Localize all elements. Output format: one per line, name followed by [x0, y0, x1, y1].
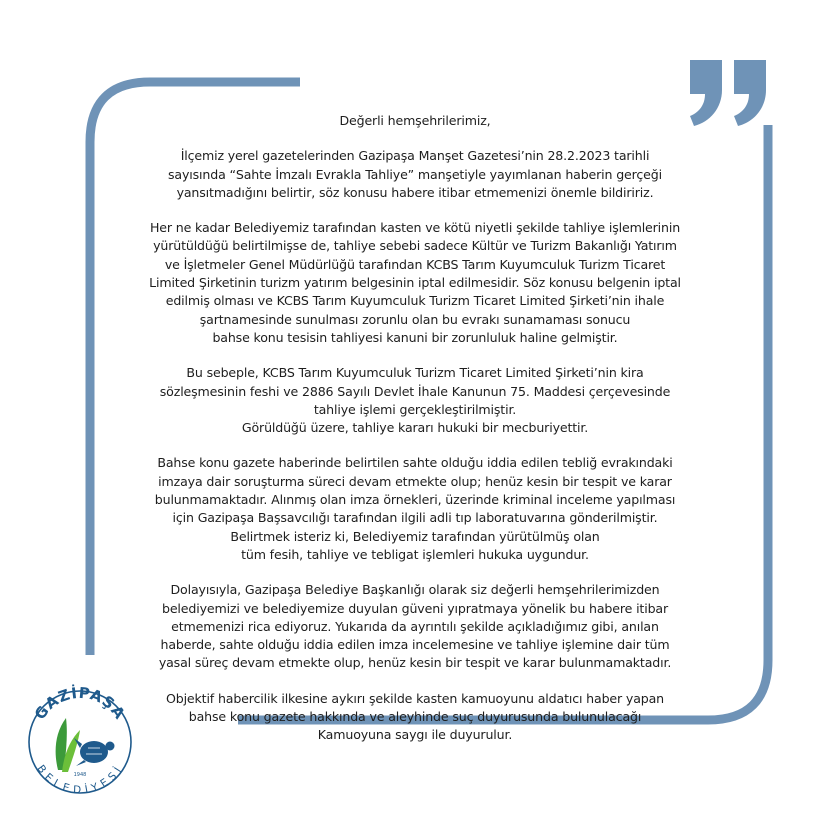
text-line: İlçemiz yerel gazetelerinden Gazipaşa Manşet Gazetesi’nin 28.2.2023 tarihli	[180, 148, 650, 164]
paragraph	[90, 147, 740, 202]
text-line: Görüldüğü üzere, tahliye kararı hukuki bir mecburiyettir.	[241, 420, 589, 436]
paragraph	[90, 690, 740, 745]
paragraph	[90, 364, 740, 437]
logo-year: 1948	[73, 772, 87, 778]
text-line: Kamuoyuna saygı ile duyurulur.	[317, 727, 513, 743]
turtle-head	[106, 742, 115, 751]
text-line: sözleşmesinin feshi ve 2886 Sayılı Devlet İhale Kanunun 75. Maddesi çerçevesinde	[159, 383, 671, 399]
text-line: Dolayısıyla, Gazipaşa Belediye Başkanlığı olarak siz değerli hemşehrilerimizden	[170, 582, 660, 598]
text-line: bulunmamaktadır. Alınmış olan imza örnekleri, üzerinde kriminal inceleme yapılması	[154, 492, 676, 508]
text-line: edilmiş olması ve KCBS Tarım Kuyumculuk Turizm Ticaret Limited Şirketi’nin ihale	[165, 293, 665, 309]
text-line: etmemenizi rica ediyoruz. Yukarıda da ayrıntılı şekilde açıkladığımız gibi, anılan	[171, 618, 659, 634]
paragraph	[90, 219, 740, 347]
paragraph	[90, 581, 740, 672]
text-line: yürütüldüğü belirtilmişse de, tahliye sebebi sadece Kültür ve Turizm Bakanlığı Yatırım	[153, 238, 677, 254]
text-line: Bahse konu gazete haberinde belirtilen sahte olduğu iddia edilen tebliğ evrakındaki	[157, 455, 673, 471]
text-line: Bu sebeple, KCBS Tarım Kuyumculuk Turizm Ticaret Limited Şirketi’nin kira	[186, 365, 644, 381]
text-line: Her ne kadar Belediyemiz tarafından kasten ve kötü niyetli şekilde tahliye işlemlerinin	[149, 220, 681, 236]
text-line: için Gazipaşa Başsavcılığı tarafından ilgili adli tıp laboratuvarına gönderilmiştir.	[172, 510, 658, 526]
logo-subtitle: BELEDİYESİ	[34, 762, 126, 794]
text-line: ve İşletmeler Genel Müdürlüğü tarafından KCBS Tarım Kuyumculuk Turizm Ticaret	[164, 256, 666, 272]
turtle-icon	[80, 741, 108, 763]
text-line: belediyemizi ve belediyemize duyulan güveni yıpratmaya yönelik bu habere itibar	[161, 600, 669, 616]
text-line: Limited Şirketinin turizm yatırım belgesinin iptal edilmesidir. Söz konusu belgenin iptal	[149, 275, 681, 291]
text-line: tüm fesih, tahliye ve tebligat işlemleri hukuka uygundur.	[241, 546, 589, 562]
text-line: Belirtmek isteriz ki, Belediyemiz tarafından yürütülmüş olan	[230, 528, 600, 544]
text-line: bahse konu tesisin tahliyesi kanuni bir zorunluluk haline gelmiştir.	[212, 329, 618, 345]
text-line: bahse konu gazete hakkında ve aleyhinde suç duyurusunda bulunulacağı	[188, 709, 642, 725]
text-line: imzaya dair soruşturma süreci devam etmekte olup; henüz kesin bir tespit ve karar	[158, 473, 672, 489]
municipality-logo	[24, 682, 136, 794]
text-line: sayısında “Sahte İmzalı Evrakla Tahliye” manşetiyle yayımlanan haberin gerçeği	[168, 166, 662, 182]
text-line: haberde, sahte olduğu iddia edilen imza incelemesine ve tahliye işlemine dair tüm	[160, 637, 670, 653]
text-line: yasal süreç devam etmekte olup, henüz kesin bir tespit ve karar bulunmamaktadır.	[158, 655, 672, 671]
paragraph	[90, 454, 740, 564]
text-line: tahliye işlemi gerçekleştirilmiştir.	[313, 401, 517, 417]
text-line: şartnamesinde sunulması zorunlu olan bu evrakı sunamaması sonucu	[199, 311, 631, 327]
greeting: Değerli hemşehrilerimiz,	[339, 113, 491, 128]
logo-name: GAZİPAŞA	[30, 683, 130, 723]
announcement-body	[90, 112, 740, 762]
text-line: yansıtmadığını belirtir, söz konusu habere itibar etmemenizi önemle bildiririz.	[176, 184, 654, 200]
text-line: Objektif habercilik ilkesine aykırı şekilde kasten kamuoyunu aldatıcı haber yapan	[165, 690, 665, 706]
